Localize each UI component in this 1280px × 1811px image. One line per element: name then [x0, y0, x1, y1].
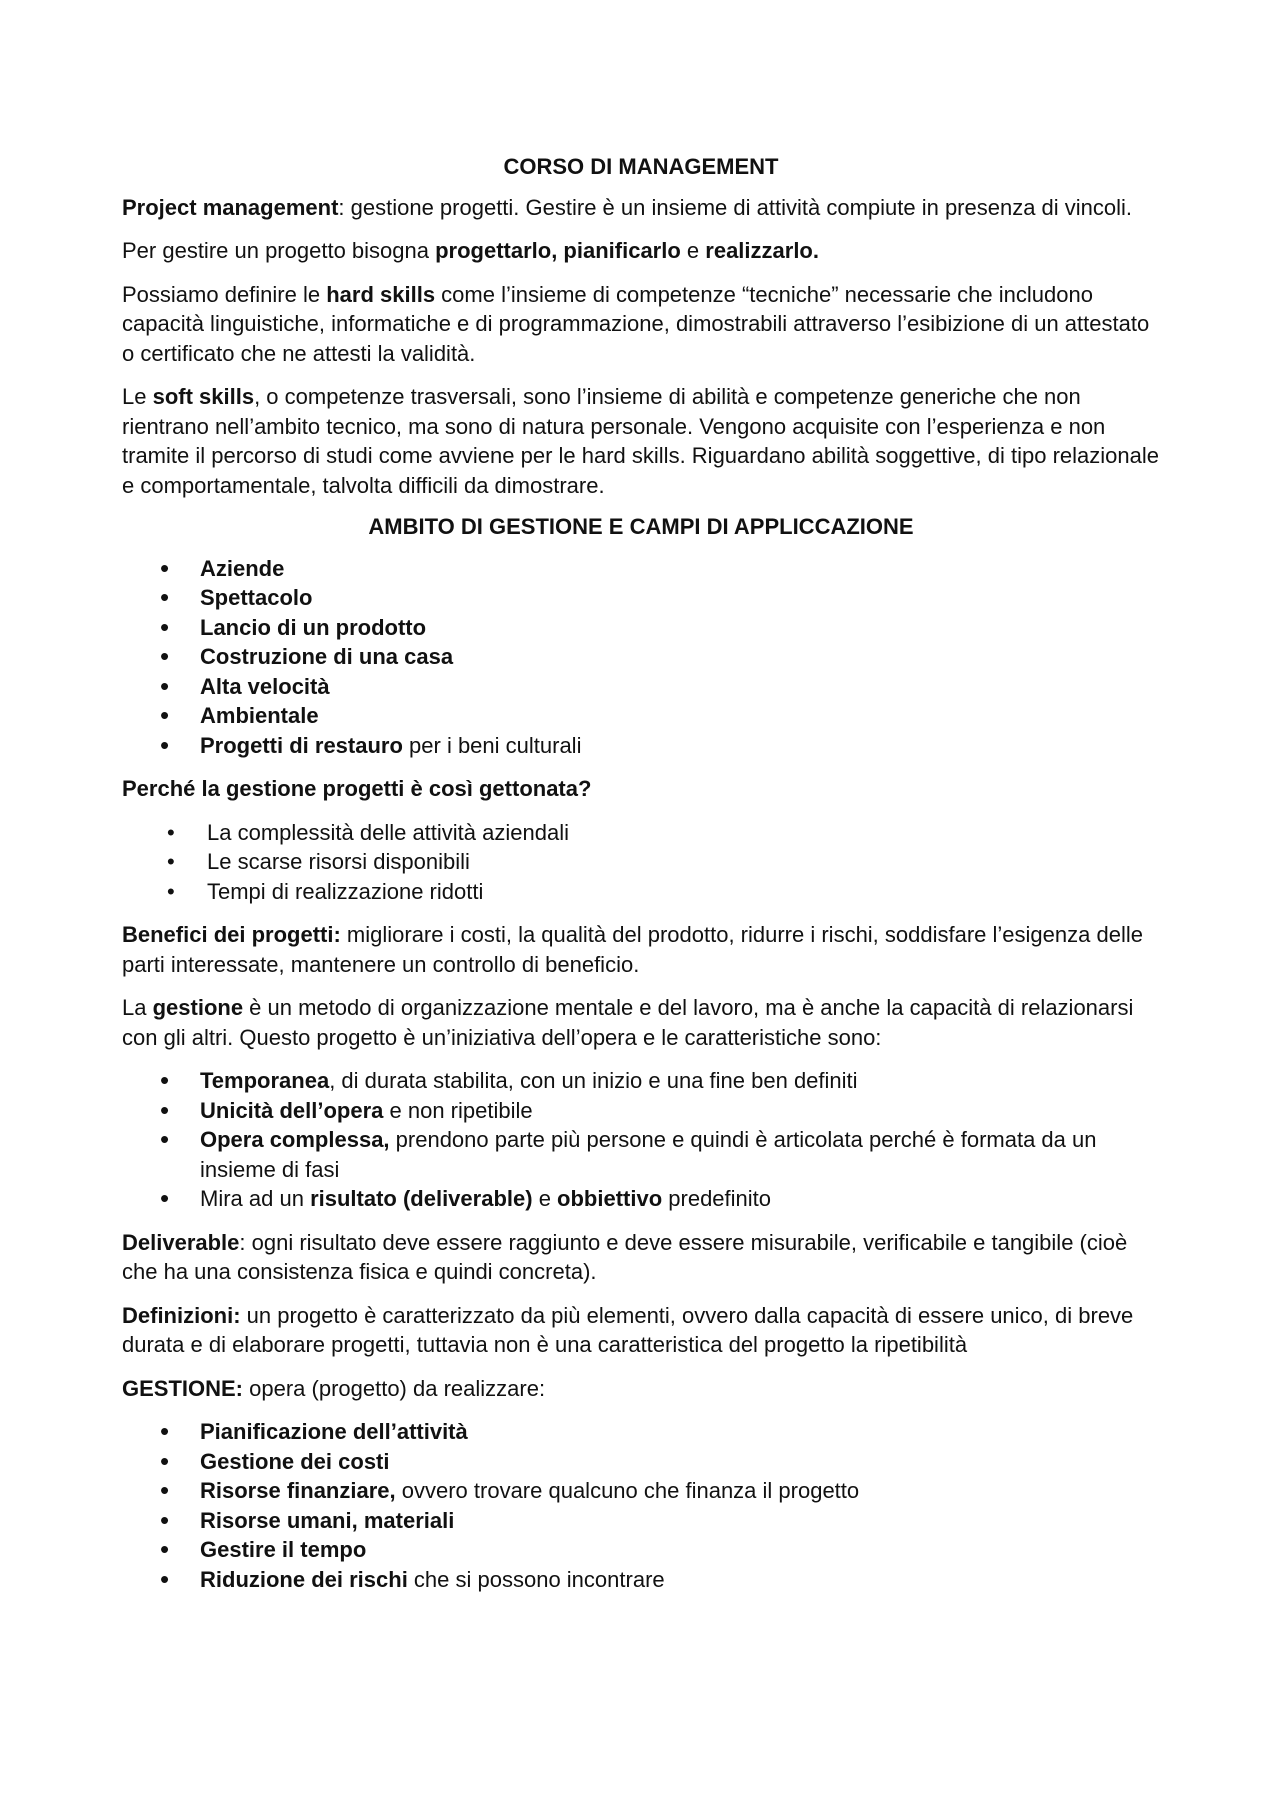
paragraph-project-management: Project management: gestione progetti. Gestire è un insieme di attività compiute in presenza di vincoli.: [122, 194, 1133, 220]
list-item: • Risorse umani, materiali: [122, 1506, 1160, 1536]
section-heading-ambito: AMBITO DI GESTIONE E CAMPI DI APPLICCAZIONE: [368, 514, 914, 539]
list-item: • Le scarse risorsi disponibili: [122, 847, 1160, 877]
list-item: • Costruzione di una casa: [122, 642, 1160, 672]
list-item: • Aziende: [122, 554, 1160, 584]
list-campi-applicazione: [122, 554, 1160, 761]
document-title: CORSO DI MANAGEMENT: [503, 154, 779, 179]
list-item: • Unicità dell’opera e non ripetibile: [122, 1096, 1160, 1126]
paragraph-deliverable: Deliverable: ogni risultato deve essere raggiunto e deve essere misurabile, verificabile e tangibile (cioè che ha una consistenza fisica e quindi concreta).: [122, 1229, 1128, 1284]
paragraph-soft-skills: Le soft skills, o competenze trasversali, sono l’insieme di abilità e competenze generiche che non rientrano nell’ambito tecnico, ma sono di natura personale. Vengono acquisite con l’esperienza e non tramite il percorso di studi come avviene per le hard skills. Riguardano abilità soggettive, di tipo relazionale e comportamentale, talvolta difficili da dimostrare.: [122, 384, 1159, 498]
list-caratteristiche: [122, 1066, 1160, 1214]
list-item: • Tempi di realizzazione ridotti: [122, 877, 1160, 907]
list-item: • Gestione dei costi: [122, 1447, 1160, 1477]
list-motivi: [122, 818, 1160, 907]
paragraph-definizioni: Definizioni: un progetto è caratterizzato da più elementi, ovvero dalla capacità di essere unico, di breve durata e di elaborare progetti, tuttavia non è una caratteristica del progetto la ripetibilità: [122, 1302, 1134, 1357]
list-item: • Risorse finanziare, ovvero trovare qualcuno che finanza il progetto: [122, 1476, 1160, 1506]
paragraph-gestione: La gestione è un metodo di organizzazione mentale e del lavoro, ma è anche la capacità di relazionarsi con gli altri. Questo progetto è un’iniziativa dell’opera e le caratteristiche sono:: [122, 995, 1134, 1050]
paragraph-hard-skills: Possiamo definire le hard skills come l’insieme di competenze “tecniche” necessarie che includono capacità linguistiche, informatiche e di programmazione, dimostrabili attraverso l’esibizione di un attestato o certificato che ne attesti la validità.: [122, 281, 1150, 366]
list-item: • Lancio di un prodotto: [122, 613, 1160, 643]
list-item: • Progetti di restauro per i beni culturali: [122, 731, 1160, 761]
list-item: • Riduzione dei rischi che si possono incontrare: [122, 1565, 1160, 1595]
list-item: • Temporanea, di durata stabilita, con un inizio e una fine ben definiti: [122, 1066, 1160, 1096]
list-item: • Ambientale: [122, 701, 1160, 731]
list-item: • Gestire il tempo: [122, 1535, 1160, 1565]
list-item: • Pianificazione dell’attività: [122, 1417, 1160, 1447]
question-heading: Perché la gestione progetti è così gettonata?: [122, 776, 592, 801]
list-item: • La complessità delle attività aziendali: [122, 818, 1160, 848]
list-gestione: [122, 1417, 1160, 1594]
paragraph-gestione-opera: GESTIONE: opera (progetto) da realizzare:: [122, 1375, 546, 1401]
paragraph-benefici: Benefici dei progetti: migliorare i costi, la qualità del prodotto, ridurre i rischi, soddisfare l’esigenza delle parti interessate, mantenere un controllo di beneficio.: [122, 922, 1143, 977]
list-item: • Spettacolo: [122, 583, 1160, 613]
list-item: • Opera complessa, prendono parte più persone e quindi è articolata perché è formata da un insieme di fasi: [122, 1125, 1160, 1184]
list-item: • Mira ad un risultato (deliverable) e obbiettivo predefinito: [122, 1184, 1160, 1214]
term-project-management: Project management: [122, 194, 339, 220]
paragraph-gestire-progetto: Per gestire un progetto bisogna progettarlo, pianificarlo e realizzarlo.: [122, 238, 819, 263]
list-item: • Alta velocità: [122, 672, 1160, 702]
